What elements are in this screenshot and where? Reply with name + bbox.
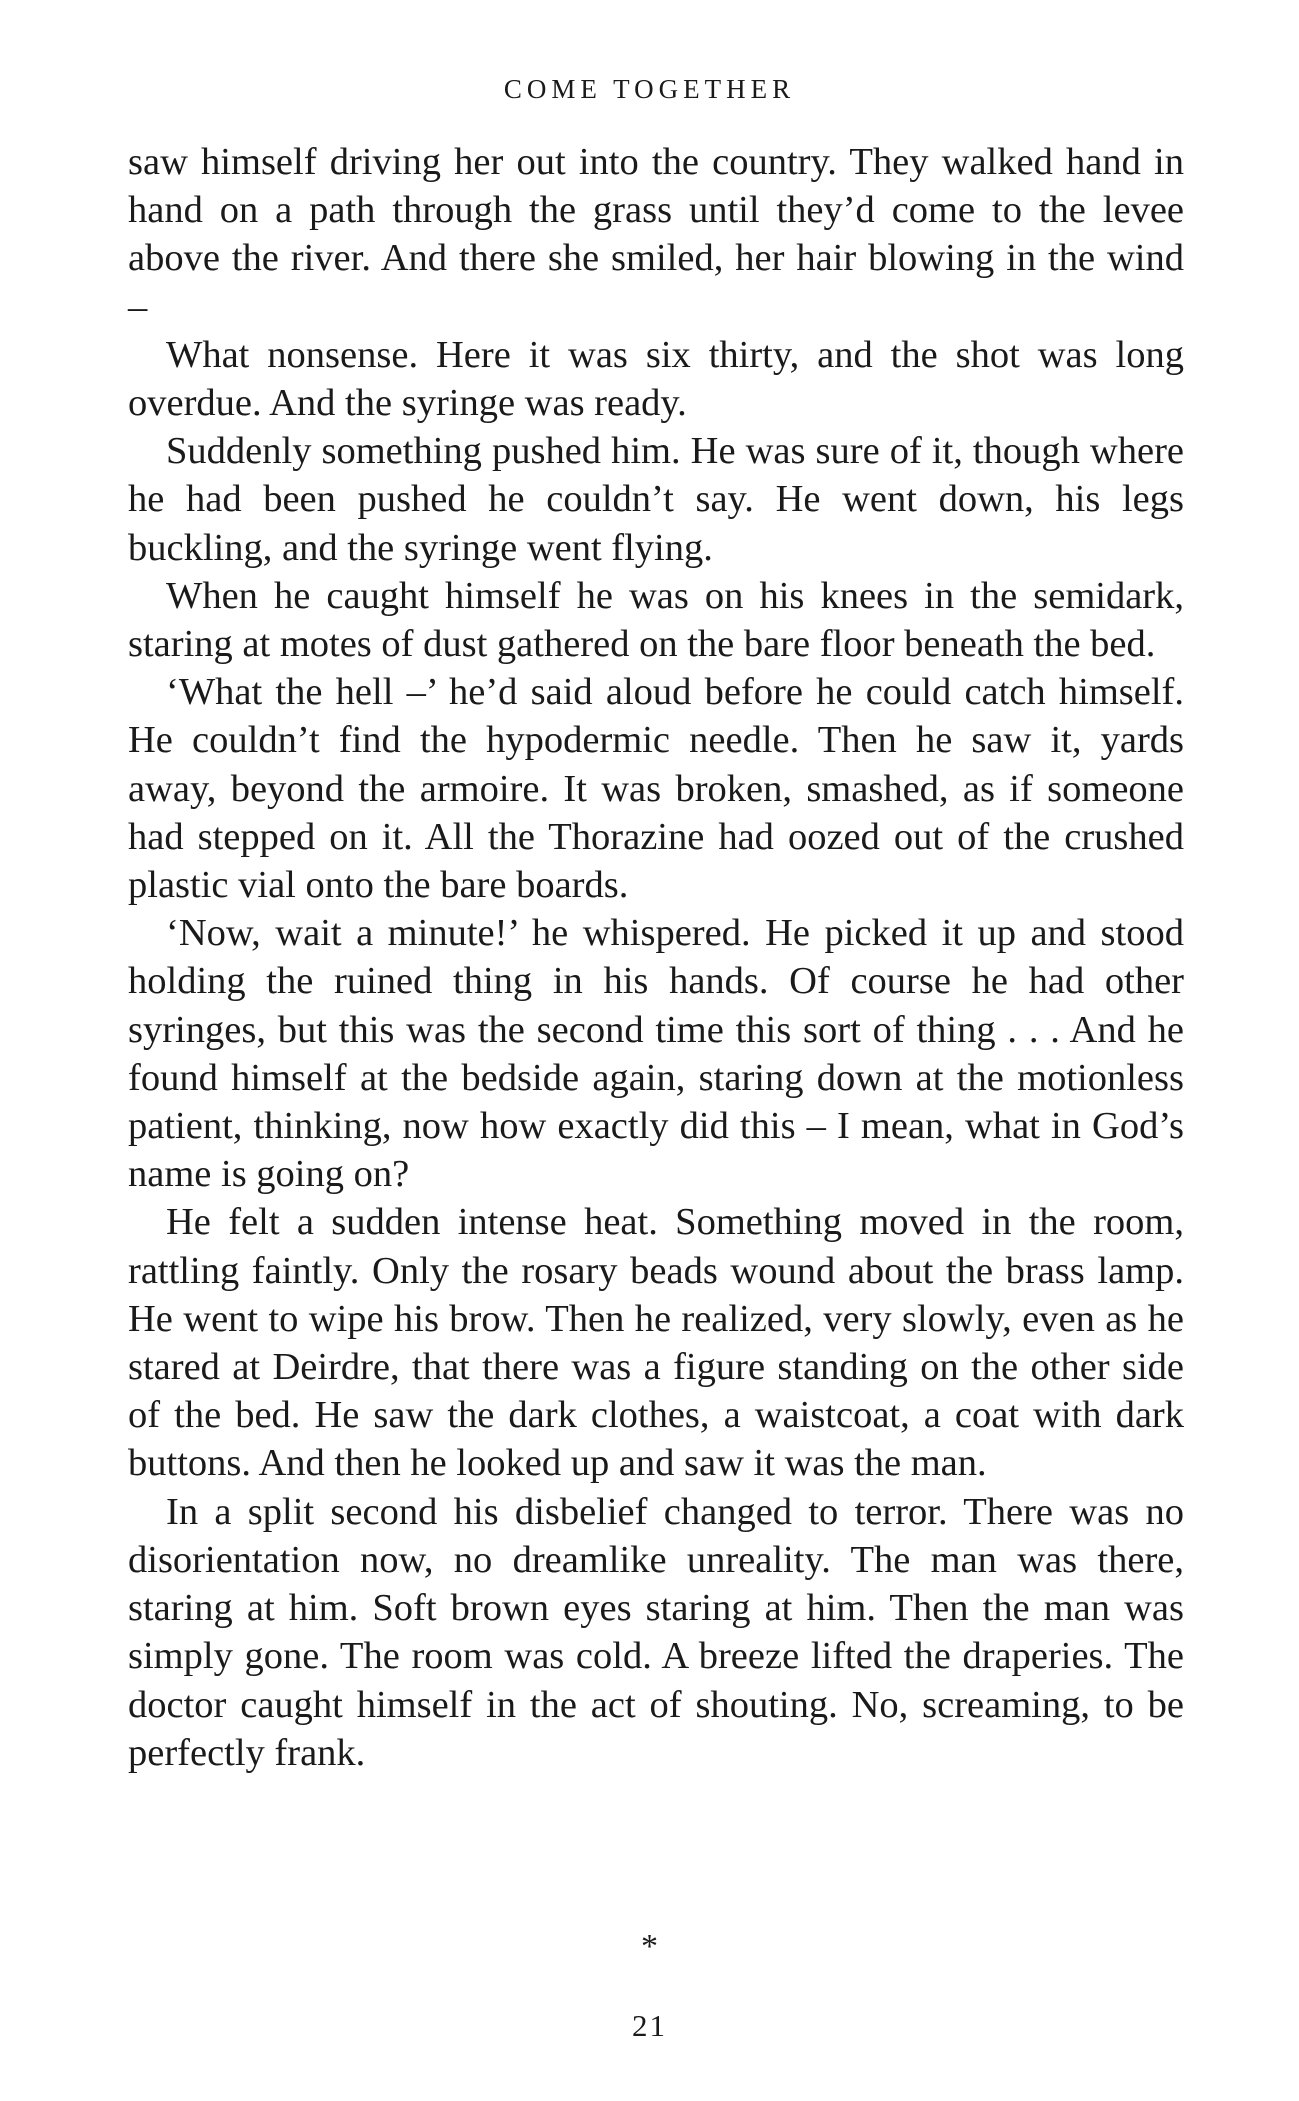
paragraph: He felt a sudden intense heat. Something moved in the room, rattling faintly. Only the rosary beads wound about the brass lamp. He went to wipe his brow. Then he realized, very slowly, even as he stared at Deirdre, that there was a figure standing on the other side of the bed. He saw the dark clothes, a waistcoat, a coat with dark buttons. And then he looked up and saw it was the man. bbox=[128, 1201, 1184, 1485]
running-head: COME TOGETHER bbox=[503, 74, 796, 104]
paragraph: ‘What the hell –’ he’d said aloud before he could catch himself. He couldn’t find the hypodermic needle. Then he saw it, yards away, beyond the armoire. It was broken, smashed, as if someone had stepped on it. All the Thorazine had oozed out of the crushed plastic vial onto the bare boards. bbox=[128, 671, 1184, 907]
paragraph: In a split second his disbelief changed to terror. There was no disorientation now, no dreamlike unreality. The man was there, staring at him. Soft brown eyes staring at him. Then the man was simply gone. The room was cold. A breeze lifted the draperies. The doctor caught himself in the act of shouting. No, screaming, to be perfectly frank. bbox=[128, 1490, 1184, 1774]
page-number: 21 bbox=[632, 2008, 667, 2043]
paragraph: What nonsense. Here it was six thirty, and the shot was long overdue. And the syringe was ready. bbox=[128, 333, 1184, 425]
paragraph: saw himself driving her out into the country. They walked hand in hand on a path through the grass until they’d come to the levee above the river. And there she smiled, her hair blowing in the wind – bbox=[128, 141, 1184, 328]
body-text bbox=[128, 138, 1184, 1777]
section-break-asterisk: * bbox=[641, 1928, 658, 1965]
paragraph: ‘Now, wait a minute!’ he whispered. He picked it up and stood holding the ruined thing in his hands. Of course he had other syringes, but this was the second time this sort of thing . . . And he found himself at the bedside again, staring down at the motionless patient, thinking, now how exactly did this – I mean, what in God’s name is going on? bbox=[128, 912, 1184, 1196]
paragraph: Suddenly something pushed him. He was sure of it, though where he had been pushed he couldn’t say. He went down, his legs buckling, and the syringe went flying. bbox=[128, 430, 1184, 569]
paragraph: When he caught himself he was on his knees in the semidark, staring at motes of dust gathered on the bare floor beneath the bed. bbox=[128, 574, 1184, 666]
